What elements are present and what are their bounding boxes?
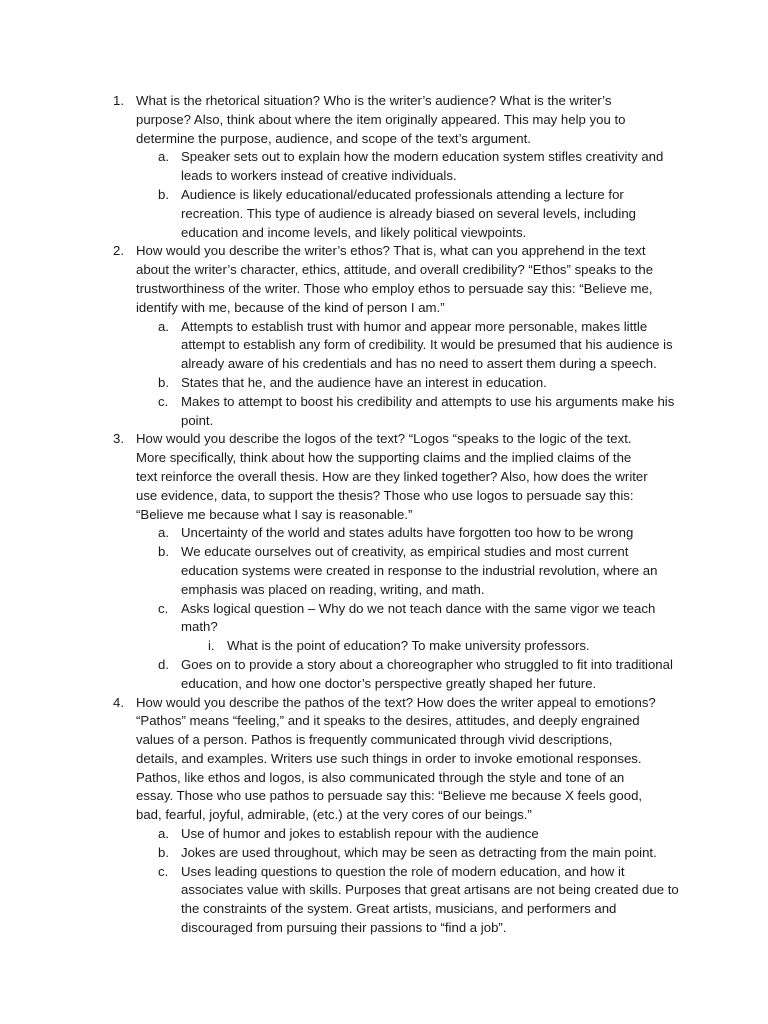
answer-item: [0, 186, 681, 242]
question-text: How would you describe the writer’s ethos? That is, what can you apprehend in the text about the writer’s character, ethics, attitude, and overall credibility? “Ethos” speaks to the trustworthiness of the writer. Those who employ ethos to persuade say this: “Believe me, identify with me, because of the kind of person I am.”: [136, 243, 654, 315]
answer-item: [0, 825, 681, 844]
answer-text: Uses leading questions to question the role of modern education, and how it associates value with skills. Purposes that great artisans are not being created due to the constraints of the system. Great artists, musicians, and performers and discouraged from pursuing their passions to “find a job”.: [181, 863, 679, 936]
answer-item: [0, 318, 681, 374]
answer-text: Speaker sets out to explain how the modern education system stifles creativity and leads to workers instead of creative individuals.: [181, 149, 664, 184]
question-text: How would you describe the pathos of the text? How does the writer appeal to emotions? “Pathos” means “feeling,” and it speaks to the desires, attitudes, and deeply engrained values of a person. Pathos is frequently communicated through vivid descriptions, details, and examples. Writers use such things in order to invoke emotional responses. Pathos, like ethos and logos, is also communicated through the style and tone of an essay. Those who use pathos to persuade say this: “Believe me because X feels good, bad, fearful, joyful, admirable, (etc.) at the very cores of our beings.”: [136, 694, 656, 823]
answer-text: Uncertainty of the world and states adults have forgotten too how to be wrong: [181, 525, 634, 541]
answer-item: [0, 543, 681, 599]
answer-letter: c.: [158, 600, 169, 616]
answer-text: Attempts to establish trust with humor and appear more personable, makes little attempt to establish any form of credibility. It would be presumed that his audience is already aware of his credentials and has no need to assert them during a speech.: [181, 318, 673, 372]
answer-letter: c.: [158, 863, 169, 879]
answer-letter: a.: [158, 525, 169, 541]
answer-text: Use of humor and jokes to establish repour with the audience: [181, 826, 539, 842]
sub-answer-text: What is the point of education? To make university professors.: [227, 638, 590, 654]
question-number: 2.: [113, 243, 124, 259]
question-list: [0, 92, 768, 938]
answer-item: [0, 148, 681, 186]
answer-item: [0, 393, 681, 431]
answer-item: [0, 863, 681, 938]
sub-answer-item: [0, 637, 687, 656]
question-item: [0, 242, 656, 317]
answer-item: [0, 524, 681, 543]
answer-item: [0, 844, 681, 863]
question-item: [0, 430, 656, 524]
answer-letter: b.: [158, 374, 169, 390]
answer-text: States that he, and the audience have an interest in education.: [181, 374, 547, 390]
answer-letter: a.: [158, 149, 169, 165]
question-number: 3.: [113, 431, 124, 447]
sub-answer-numeral: i.: [208, 638, 215, 654]
answer-text: Makes to attempt to boost his credibility and attempts to use his arguments make his point.: [181, 393, 675, 428]
question-item: [0, 92, 656, 148]
answer-text: We educate ourselves out of creativity, as empirical studies and most current education systems were created in response to the industrial revolution, where an emphasis was placed on reading, writing, and math.: [181, 544, 658, 597]
answer-letter: b.: [158, 844, 169, 860]
answer-text: Audience is likely educational/educated professionals attending a lecture for recreation. This type of audience is already biased on several levels, including education and income levels, and likely political viewpoints.: [181, 186, 636, 240]
answer-letter: d.: [158, 656, 169, 672]
answer-item: [0, 656, 681, 694]
question-text: What is the rhetorical situation? Who is the writer’s audience? What is the writer’s purpose? Also, think about where the item originally appeared. This may help you to determine the purpose, audience, and scope of the text’s argument.: [136, 93, 626, 146]
answer-item: [0, 600, 681, 638]
question-number: 1.: [113, 93, 124, 108]
answer-letter: b.: [158, 544, 169, 560]
answer-item: [0, 374, 681, 393]
question-text: How would you describe the logos of the text? “Logos “speaks to the logic of the text. More specifically, think about how the supporting claims and the implied claims of the text reinforce the overall thesis. How are they linked together? Also, how does the writer use evidence, data, to support the thesis? Those who use logos to persuade say this: “Believe me because what I say is reasonable.”: [136, 431, 648, 522]
question-item: [0, 694, 656, 826]
answer-letter: a.: [158, 318, 169, 334]
answer-text: Goes on to provide a story about a choreographer who struggled to fit into traditional education, and how one doctor’s perspective greatly shaped her future.: [181, 656, 673, 691]
answer-letter: c.: [158, 393, 169, 409]
answer-text: Asks logical question – Why do we not teach dance with the same vigor we teach math?: [181, 600, 656, 635]
answer-letter: a.: [158, 826, 169, 842]
answer-text: Jokes are used throughout, which may be seen as detracting from the main point.: [181, 844, 657, 860]
question-number: 4.: [113, 694, 124, 710]
answer-letter: b.: [158, 186, 169, 202]
